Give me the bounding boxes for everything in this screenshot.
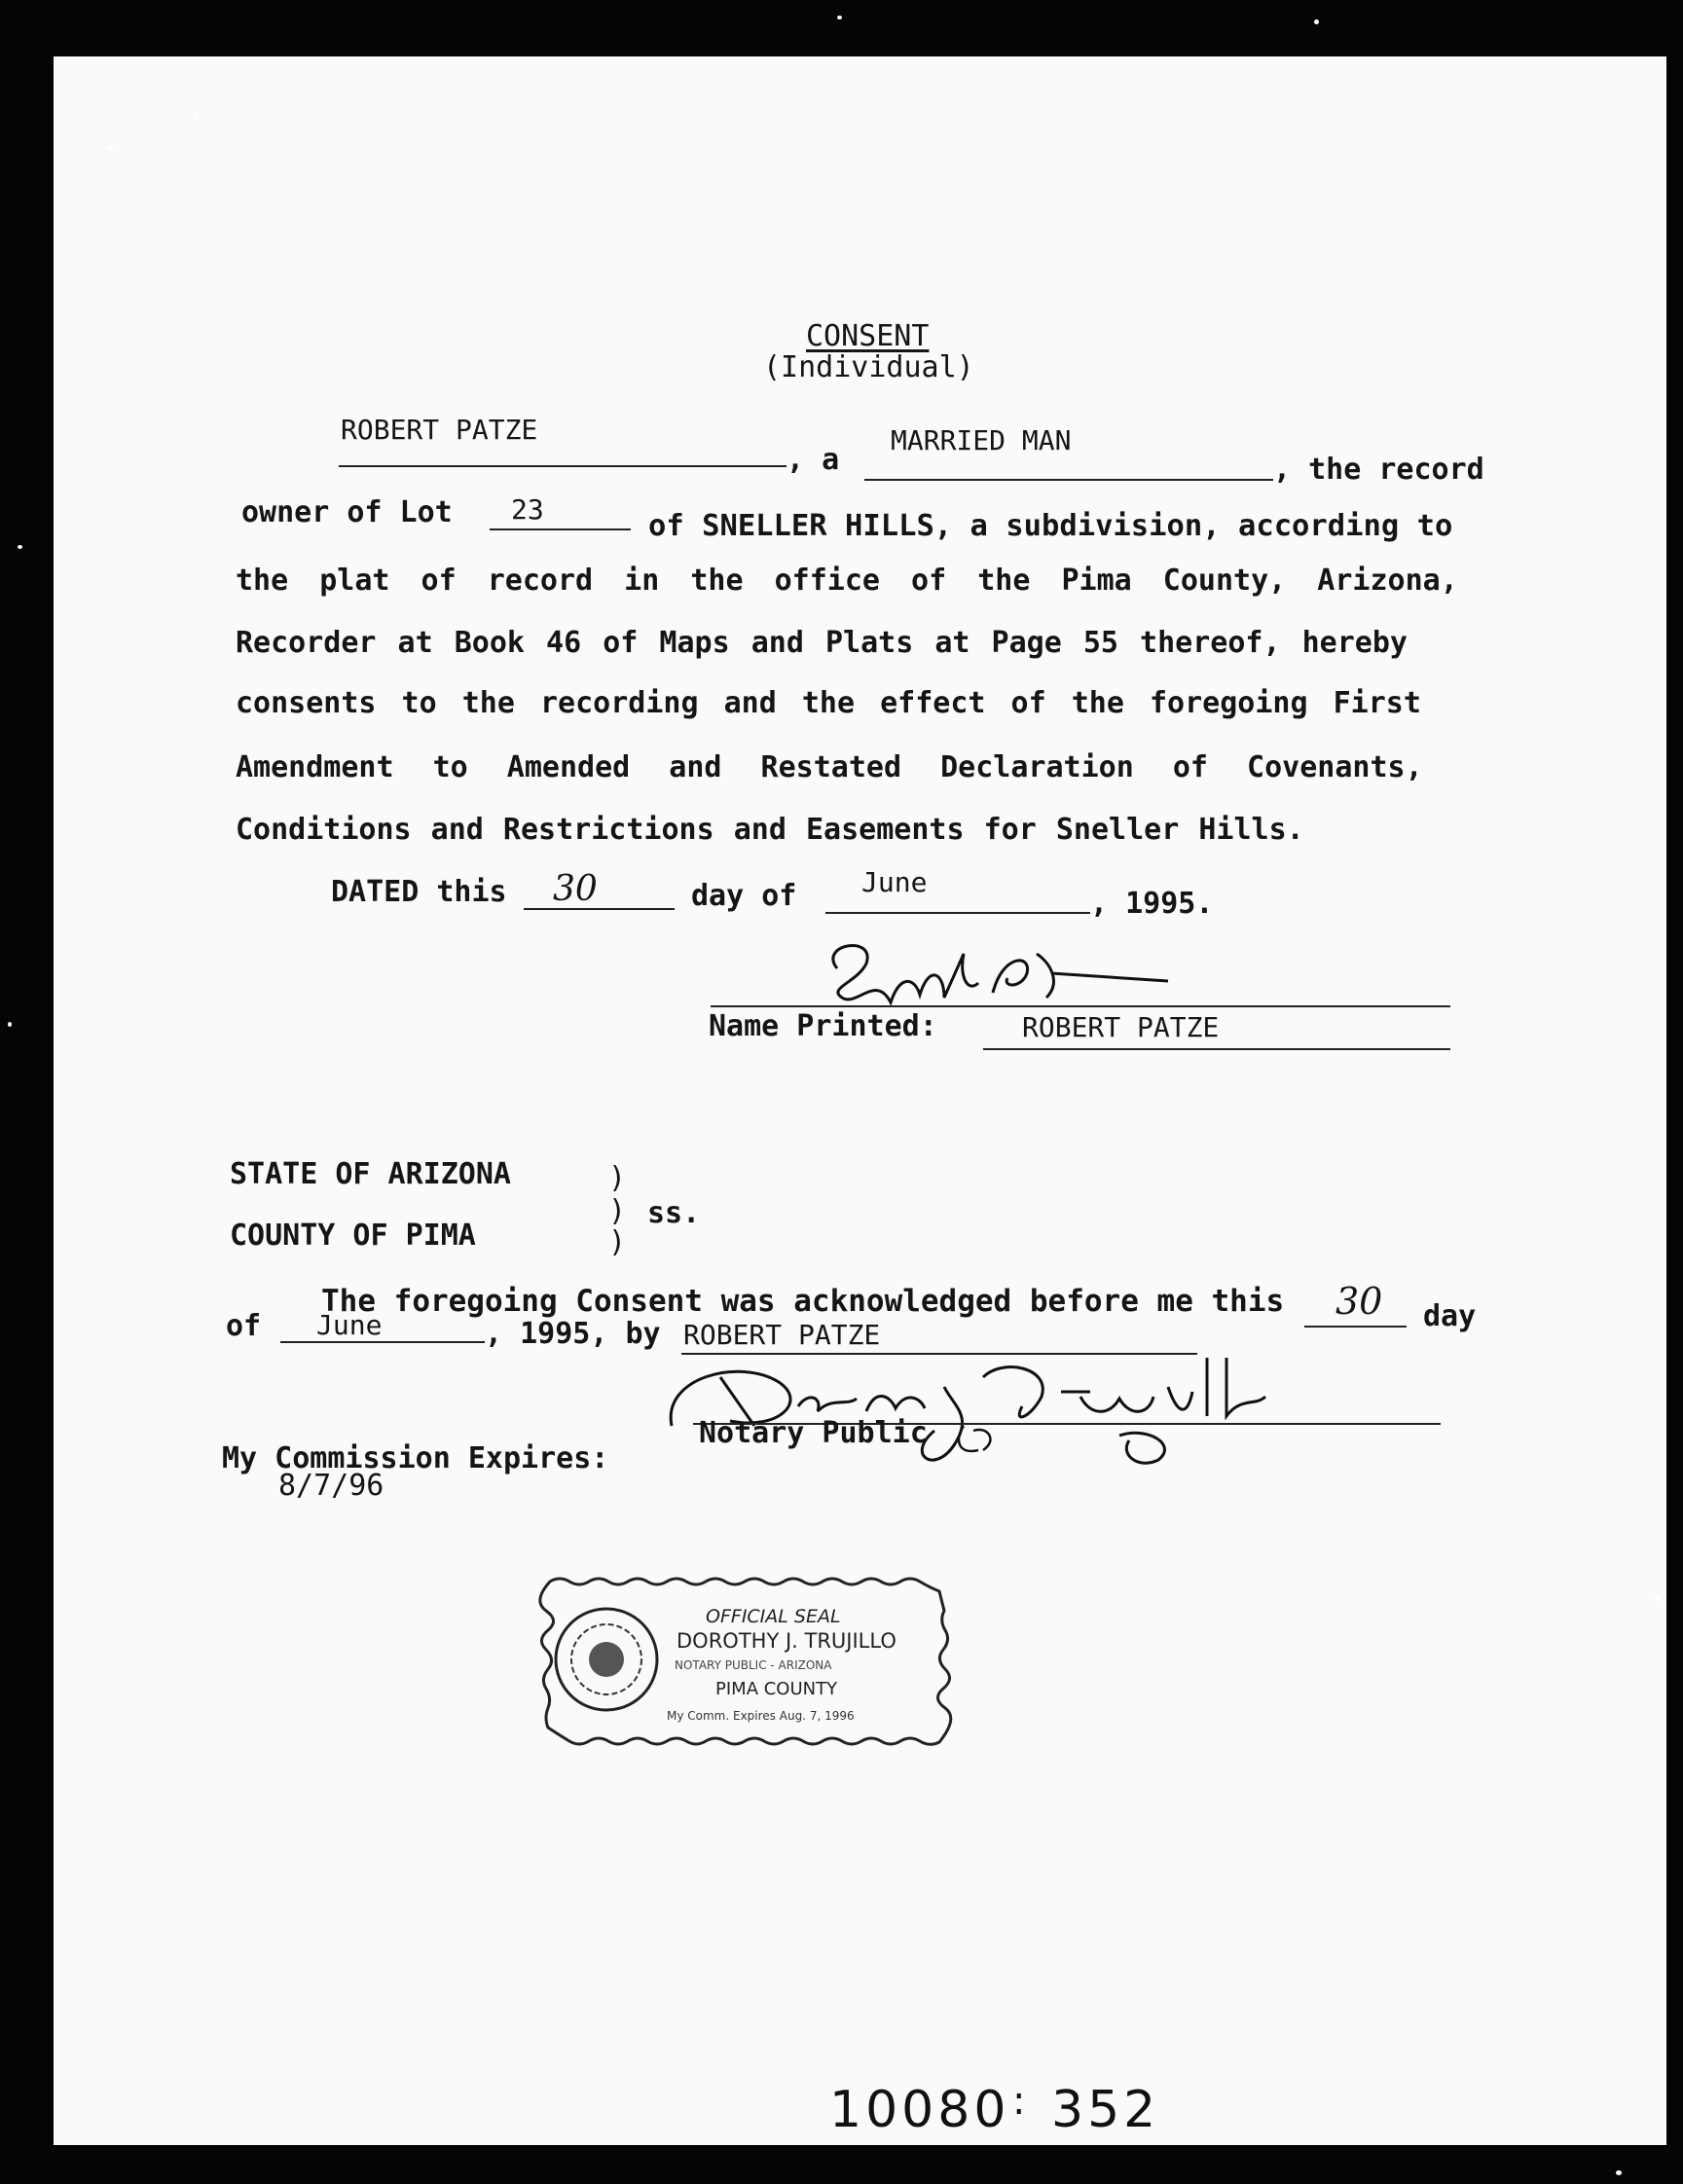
body-line-5 (236, 750, 1497, 784)
record-owner-tail: , the record (1273, 453, 1484, 487)
dated-month: June (861, 866, 928, 898)
seal-line-3: NOTARY PUBLIC - ARIZONA (675, 1658, 832, 1672)
name-printed-label: Name Printed: (709, 1009, 937, 1043)
body-line-3 (236, 626, 1497, 660)
scan-speck (1314, 19, 1319, 24)
recording-page-number: 352 (1051, 2081, 1160, 2139)
lot-prefix: owner of Lot (241, 495, 453, 529)
venue-paren-2: ) (608, 1194, 627, 1228)
venue-ss: ss. (647, 1196, 701, 1230)
scan-speck (837, 16, 842, 19)
commission-label: My Commission Expires: (222, 1441, 609, 1475)
body-line-3-text: Recorder at Book 46 of Maps and Plats at Page 55 thereof, hereby (236, 626, 1408, 660)
scan-speck (8, 1022, 12, 1027)
ack-year-by: , 1995, by (485, 1317, 661, 1351)
ack-day-underline (1304, 1326, 1407, 1328)
lot-line-rest: of SNELLER HILLS, a subdivision, according to (648, 509, 1453, 543)
comma-a: , a (787, 443, 840, 477)
dated-year: , 1995. (1090, 887, 1214, 921)
venue-paren-1: ) (608, 1161, 627, 1195)
ack-month-underline (280, 1341, 485, 1343)
ack-day-label: day (1423, 1299, 1477, 1333)
seal-line-4: PIMA COUNTY (715, 1679, 838, 1699)
venue-state: STATE OF ARIZONA (230, 1157, 511, 1191)
venue-county: COUNTY OF PIMA (230, 1219, 476, 1253)
ack-name: ROBERT PATZE (683, 1319, 881, 1351)
body-line-4-text: consents to the recording and the effect of the foregoing First (236, 686, 1421, 720)
recording-book-number: 10080 (829, 2081, 1010, 2139)
notary-label: Notary Public (699, 1416, 928, 1450)
dated-day-underline (524, 908, 675, 910)
ack-month: June (316, 1309, 383, 1341)
scan-speck (18, 545, 22, 549)
seal-line-5: My Comm. Expires Aug. 7, 1996 (667, 1709, 855, 1723)
owner-name-underline (339, 465, 787, 467)
scan-speck (195, 115, 199, 119)
document-subtitle: (Individual) (763, 350, 974, 384)
lot-underline (490, 528, 631, 530)
venue-paren-3: ) (608, 1225, 627, 1259)
body-line-2 (236, 566, 1497, 596)
scan-speck (107, 146, 113, 151)
body-line-2-text: the plat of record in the office of the Pima County, Arizona, (236, 564, 1458, 598)
name-printed-value: ROBERT PATZE (1022, 1011, 1220, 1043)
owner-status: MARRIED MAN (891, 424, 1072, 456)
body-line-4 (236, 686, 1497, 720)
document-title: CONSENT (806, 319, 930, 353)
dated-day: 30 (553, 869, 598, 909)
body-line-6-text: Conditions and Restrictions and Easements for Sneller Hills. (236, 813, 1304, 847)
dated-prefix: DATED this (331, 875, 507, 909)
dated-day-of: day of (691, 879, 797, 913)
seal-line-1: OFFICIAL SEAL (706, 1606, 841, 1627)
dated-month-underline (825, 912, 1090, 914)
body-line-6 (236, 813, 1497, 847)
recording-separator: : (1012, 2079, 1030, 2124)
scan-speck (1655, 1596, 1661, 1602)
ack-line-1: The foregoing Consent was acknowledged before me this (321, 1284, 1285, 1319)
seal-line-2: DOROTHY J. TRUJILLO (677, 1629, 896, 1653)
commission-date: 8/7/96 (278, 1469, 384, 1503)
lot-number: 23 (511, 493, 544, 526)
ack-day: 30 (1335, 1280, 1383, 1323)
name-printed-underline (983, 1048, 1450, 1050)
owner-name: ROBERT PATZE (341, 414, 538, 446)
owner-status-underline (864, 479, 1273, 481)
scan-speck (1616, 2170, 1622, 2175)
official-seal-stamp (540, 1572, 954, 1752)
ack-of: of (226, 1309, 262, 1343)
body-line-5-text: Amendment to Amended and Restated Declaration of Covenants, (236, 750, 1423, 784)
signature-line (711, 1005, 1450, 1007)
